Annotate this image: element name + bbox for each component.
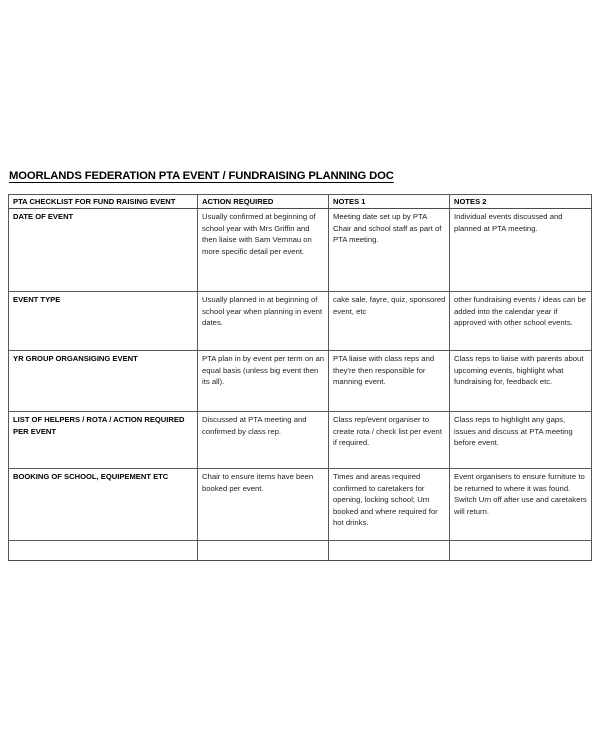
table-row <box>9 351 592 412</box>
row-label-event-type: EVENT TYPE <box>9 292 198 351</box>
row-notes2-yr-group-organsiging-event: Class reps to liaise with parents about upcoming events, highlight what fundraising for, feedback etc. <box>450 351 592 412</box>
row-notes1-empty <box>329 541 450 561</box>
page-title: MOORLANDS FEDERATION PTA EVENT / FUNDRAISING PLANNING DOC <box>9 170 394 182</box>
row-action-booking-of-school: Chair to ensure items have been booked per event. <box>198 469 329 541</box>
row-label-booking-of-school: BOOKING OF SCHOOL, EQUIPEMENT ETC <box>9 469 198 541</box>
row-notes2-list-of-helpers: Class reps to highlight any gaps, issues and discuss at PTA meeting before event. <box>450 412 592 469</box>
table-row <box>9 292 592 351</box>
row-notes2-booking-of-school: Event organisers to ensure furniture to be returned to where it was found. Switch Urn off after use and caretakers will return. <box>450 469 592 541</box>
row-action-list-of-helpers: Discussed at PTA meeting and confirmed by class rep. <box>198 412 329 469</box>
row-label-date-of-event: DATE OF EVENT <box>9 209 198 292</box>
table-header <box>9 195 592 209</box>
table-header-row <box>9 195 592 209</box>
row-label-list-of-helpers: LIST OF HELPERS / ROTA / ACTION REQUIRED PER EVENT <box>9 412 198 469</box>
table-row <box>9 209 592 292</box>
pta-planning-table <box>8 194 592 561</box>
table-row <box>9 541 592 561</box>
table-row <box>9 469 592 541</box>
row-action-empty <box>198 541 329 561</box>
row-notes1-booking-of-school: Times and areas required confirmed to caretakers for opening, locking school; Urn booked and where required for hot drinks. <box>329 469 450 541</box>
column-header-notes-2: NOTES 2 <box>450 195 592 209</box>
row-action-date-of-event: Usually confirmed at beginning of school year with Mrs Griffin and then liaise with Sam Vernnau on more specific detail per event. <box>198 209 329 292</box>
row-action-event-type: Usually planned in at beginning of school year when planning in event dates. <box>198 292 329 351</box>
column-header-notes-1: NOTES 1 <box>329 195 450 209</box>
row-notes2-date-of-event: Individual events discussed and planned at PTA meeting. <box>450 209 592 292</box>
row-notes1-yr-group-organsiging-event: PTA liaise with class reps and they're then responsible for manning event. <box>329 351 450 412</box>
column-header-checklist: PTA CHECKLIST FOR FUND RAISING EVENT <box>9 195 198 209</box>
row-label-empty <box>9 541 198 561</box>
table-row <box>9 412 592 469</box>
row-action-yr-group-organsiging-event: PTA plan in by event per term on an equal basis (unless big event then its all). <box>198 351 329 412</box>
row-notes1-list-of-helpers: Class rep/event organiser to create rota / check list per event if required. <box>329 412 450 469</box>
row-notes1-date-of-event: Meeting date set up by PTA Chair and school staff as part of PTA meeting. <box>329 209 450 292</box>
row-notes1-event-type: cake sale, fayre, quiz, sponsored event, etc <box>329 292 450 351</box>
column-header-action-required: ACTION REQUIRED <box>198 195 329 209</box>
row-notes2-event-type: other fundraising events / ideas can be added into the calendar year if approved with other school events. <box>450 292 592 351</box>
row-label-yr-group-organsiging-event: YR GROUP ORGANSIGING EVENT <box>9 351 198 412</box>
row-notes2-empty <box>450 541 592 561</box>
table-body <box>9 209 592 561</box>
